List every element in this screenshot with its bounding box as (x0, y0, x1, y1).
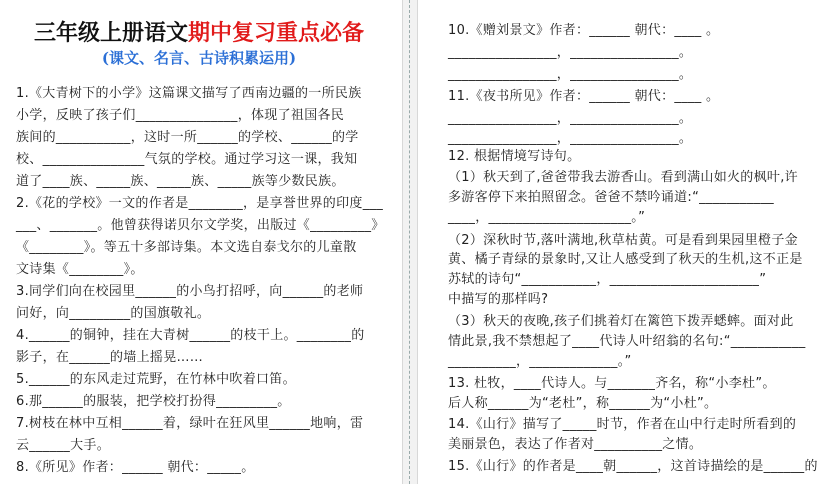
text-line: 美丽景色，表达了作者对__________之情。 (448, 437, 703, 452)
text-line: 道了____族、_____族、_____族、_____族等少数民族。 (16, 174, 345, 189)
text-line: ___、_______。他曾获得诺贝尔文学奖，出版过《_________》 (16, 218, 385, 233)
text-line: 2.《花的学校》一文的作者是________，是享誉世界的印度___ (16, 196, 384, 211)
text-line: 情此景,我不禁想起了____代诗人叶绍翁的名句:“___________ (448, 334, 806, 349)
text-line: （3）秋天的夜晚,孩子们挑着灯在篱笆下拨弄蟋蟀。面对此 (448, 314, 794, 329)
text-line: 黄、橘子青绿的景象时,又让人感受到了秋天的生机,这不正是 (448, 252, 803, 267)
text-line: ________________，________________。 (448, 111, 693, 126)
text-line: 小学，反映了孩子们_______________，体现了祖国各民 (16, 108, 345, 123)
left-page (0, 0, 398, 484)
text-line: ________________，________________。 (448, 45, 693, 60)
text-line: 3.同学们向在校园里______的小鸟打招呼，向______的老师 (16, 284, 364, 299)
text-line: 5.______的东风走过荒野，在竹林中吹着口笛。 (16, 372, 296, 387)
text-line: 12. 根据情境写诗句。 (448, 149, 581, 164)
text-line: 8.《所见》作者：______ 朝代：_____。 (16, 460, 255, 475)
text-line: ________________，________________。 (448, 131, 693, 146)
text-line: 4.______的铜钟，挂在大青树______的枝干上。________的 (16, 328, 365, 343)
text-line: __________，_____________。” (448, 354, 632, 369)
text-line: 10.《赠刘景文》作者：______ 朝代：____ 。 (448, 23, 720, 38)
page-subtitle: (课文、名言、古诗积累运用) (101, 49, 297, 67)
text-line: 1.《大青树下的小学》这篇课文描写了西南边疆的一所民族 (16, 86, 362, 101)
title-black-part: 三年级上册语文 (33, 20, 188, 46)
right-page (420, 0, 820, 484)
page-gutter (402, 0, 418, 484)
text-line: 《________》。等五十多部诗集。本文选自泰戈尔的儿童散 (16, 240, 357, 255)
text-line: ________________，________________。 (448, 67, 693, 82)
text-line: 族间的___________，这时一所______的学校、______的学 (16, 130, 359, 145)
text-line: 11.《夜书所见》作者：______ 朝代：____ 。 (448, 89, 720, 104)
text-line: （2）深秋时节,落叶满地,秋草枯黄。可是看到果园里橙子金 (448, 233, 798, 248)
text-line: 多游客停下来拍照留念。爸爸不禁吟诵道:“___________ (448, 190, 774, 205)
text-line: 后人称______为“老杜”，称______为“小杜”。 (448, 396, 718, 411)
text-line: 中描写的那样吗? (448, 292, 549, 307)
text-line: 13. 杜牧，____代诗人。与_______齐名，称“小李杜”。 (448, 376, 776, 391)
text-line: 6.那______的服装，把学校打扮得_________。 (16, 394, 291, 409)
text-line: 影子，在______的墙上摇晃…… (16, 350, 204, 365)
title-red-part: 期中复习重点必备 (188, 20, 365, 46)
text-line: 云______大手。 (16, 438, 110, 453)
text-line: 7.树枝在林中互相______着，绿叶在狂风里______地响，雷 (16, 416, 364, 431)
text-line: 15.《山行》的作者是____朝______，这首诗描绘的是______的 (448, 459, 818, 474)
text-line: ____，_____________________。” (448, 210, 646, 225)
text-line: 问好，向_________的国旗敬礼。 (16, 306, 211, 321)
text-line: 14.《山行》描写了_____时节，作者在山中行走时所看到的 (448, 417, 797, 432)
text-line: 校、_______________气氛的学校。通过学习这一课，我知 (16, 152, 358, 167)
page-title (0, 16, 398, 47)
text-line: 文诗集《________》。 (16, 262, 144, 277)
text-line: 苏轼的诗句“___________，______________________” (448, 272, 767, 287)
text-line: （1）秋天到了,爸爸带我去游香山。看到满山如火的枫叶,许 (448, 170, 798, 185)
